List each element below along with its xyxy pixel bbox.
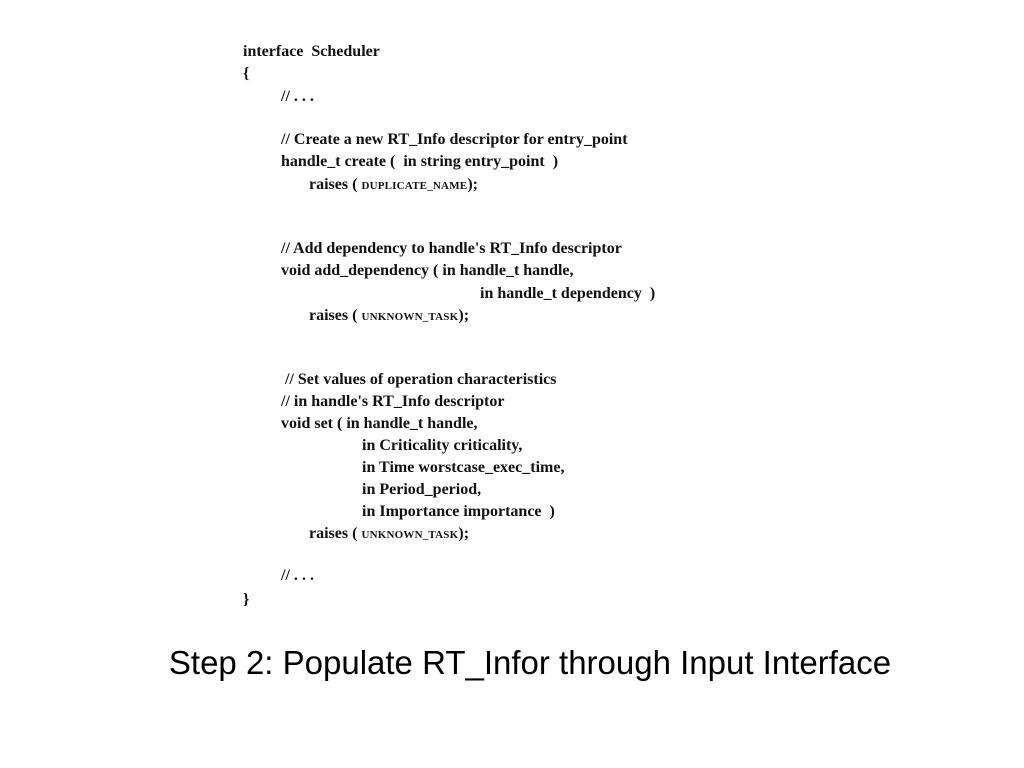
slide-caption: Step 2: Populate RT_Infor through Input Interface — [168, 644, 892, 681]
code-line-set-comment-2: // in handle's RT_Info descriptor — [281, 393, 505, 410]
raises-keyword: raises ( — [309, 176, 358, 193]
raises-close: ); — [458, 307, 470, 324]
code-line-dependency-comment: // Add dependency to handle's RT_Info descriptor — [281, 240, 622, 257]
raises-keyword: raises ( — [309, 525, 358, 542]
code-line-interface: interface Scheduler — [243, 43, 380, 60]
code-line-set-raises — [309, 524, 469, 545]
code-line-set-signature: void set ( in handle_t handle, — [281, 415, 478, 432]
code-line-close-brace: } — [243, 591, 250, 608]
code-line-ellipsis-bottom: // . . . — [281, 567, 314, 584]
code-line-set-param-importance: in Importance importance ) — [362, 503, 555, 520]
code-line-ellipsis-top: // . . . — [281, 88, 314, 105]
exception-name: UNKNOWN_TASK — [361, 529, 459, 541]
code-line-set-param-time: in Time worstcase_exec_time, — [362, 459, 565, 476]
exception-name: DUPLICATE_NAME — [361, 180, 468, 192]
code-line-create-raises — [309, 175, 478, 196]
code-line-dependency-signature: void add_dependency ( in handle_t handle, — [281, 262, 574, 279]
code-line-dependency-param: in handle_t dependency ) — [480, 285, 656, 302]
raises-close: ); — [458, 525, 470, 542]
code-line-open-brace: { — [243, 65, 250, 82]
code-line-set-param-period: in Period_period, — [362, 481, 482, 498]
code-line-set-param-criticality: in Criticality criticality, — [362, 437, 523, 454]
exception-name: UNKNOWN_TASK — [361, 311, 459, 323]
code-line-create-comment: // Create a new RT_Info descriptor for entry_point — [281, 131, 628, 148]
code-line-dependency-raises — [309, 306, 469, 327]
raises-keyword: raises ( — [309, 307, 358, 324]
raises-close: ); — [467, 176, 478, 193]
code-line-set-comment-1: // Set values of operation characteristics — [285, 371, 557, 388]
code-line-create-signature: handle_t create ( in string entry_point ) — [281, 153, 559, 170]
